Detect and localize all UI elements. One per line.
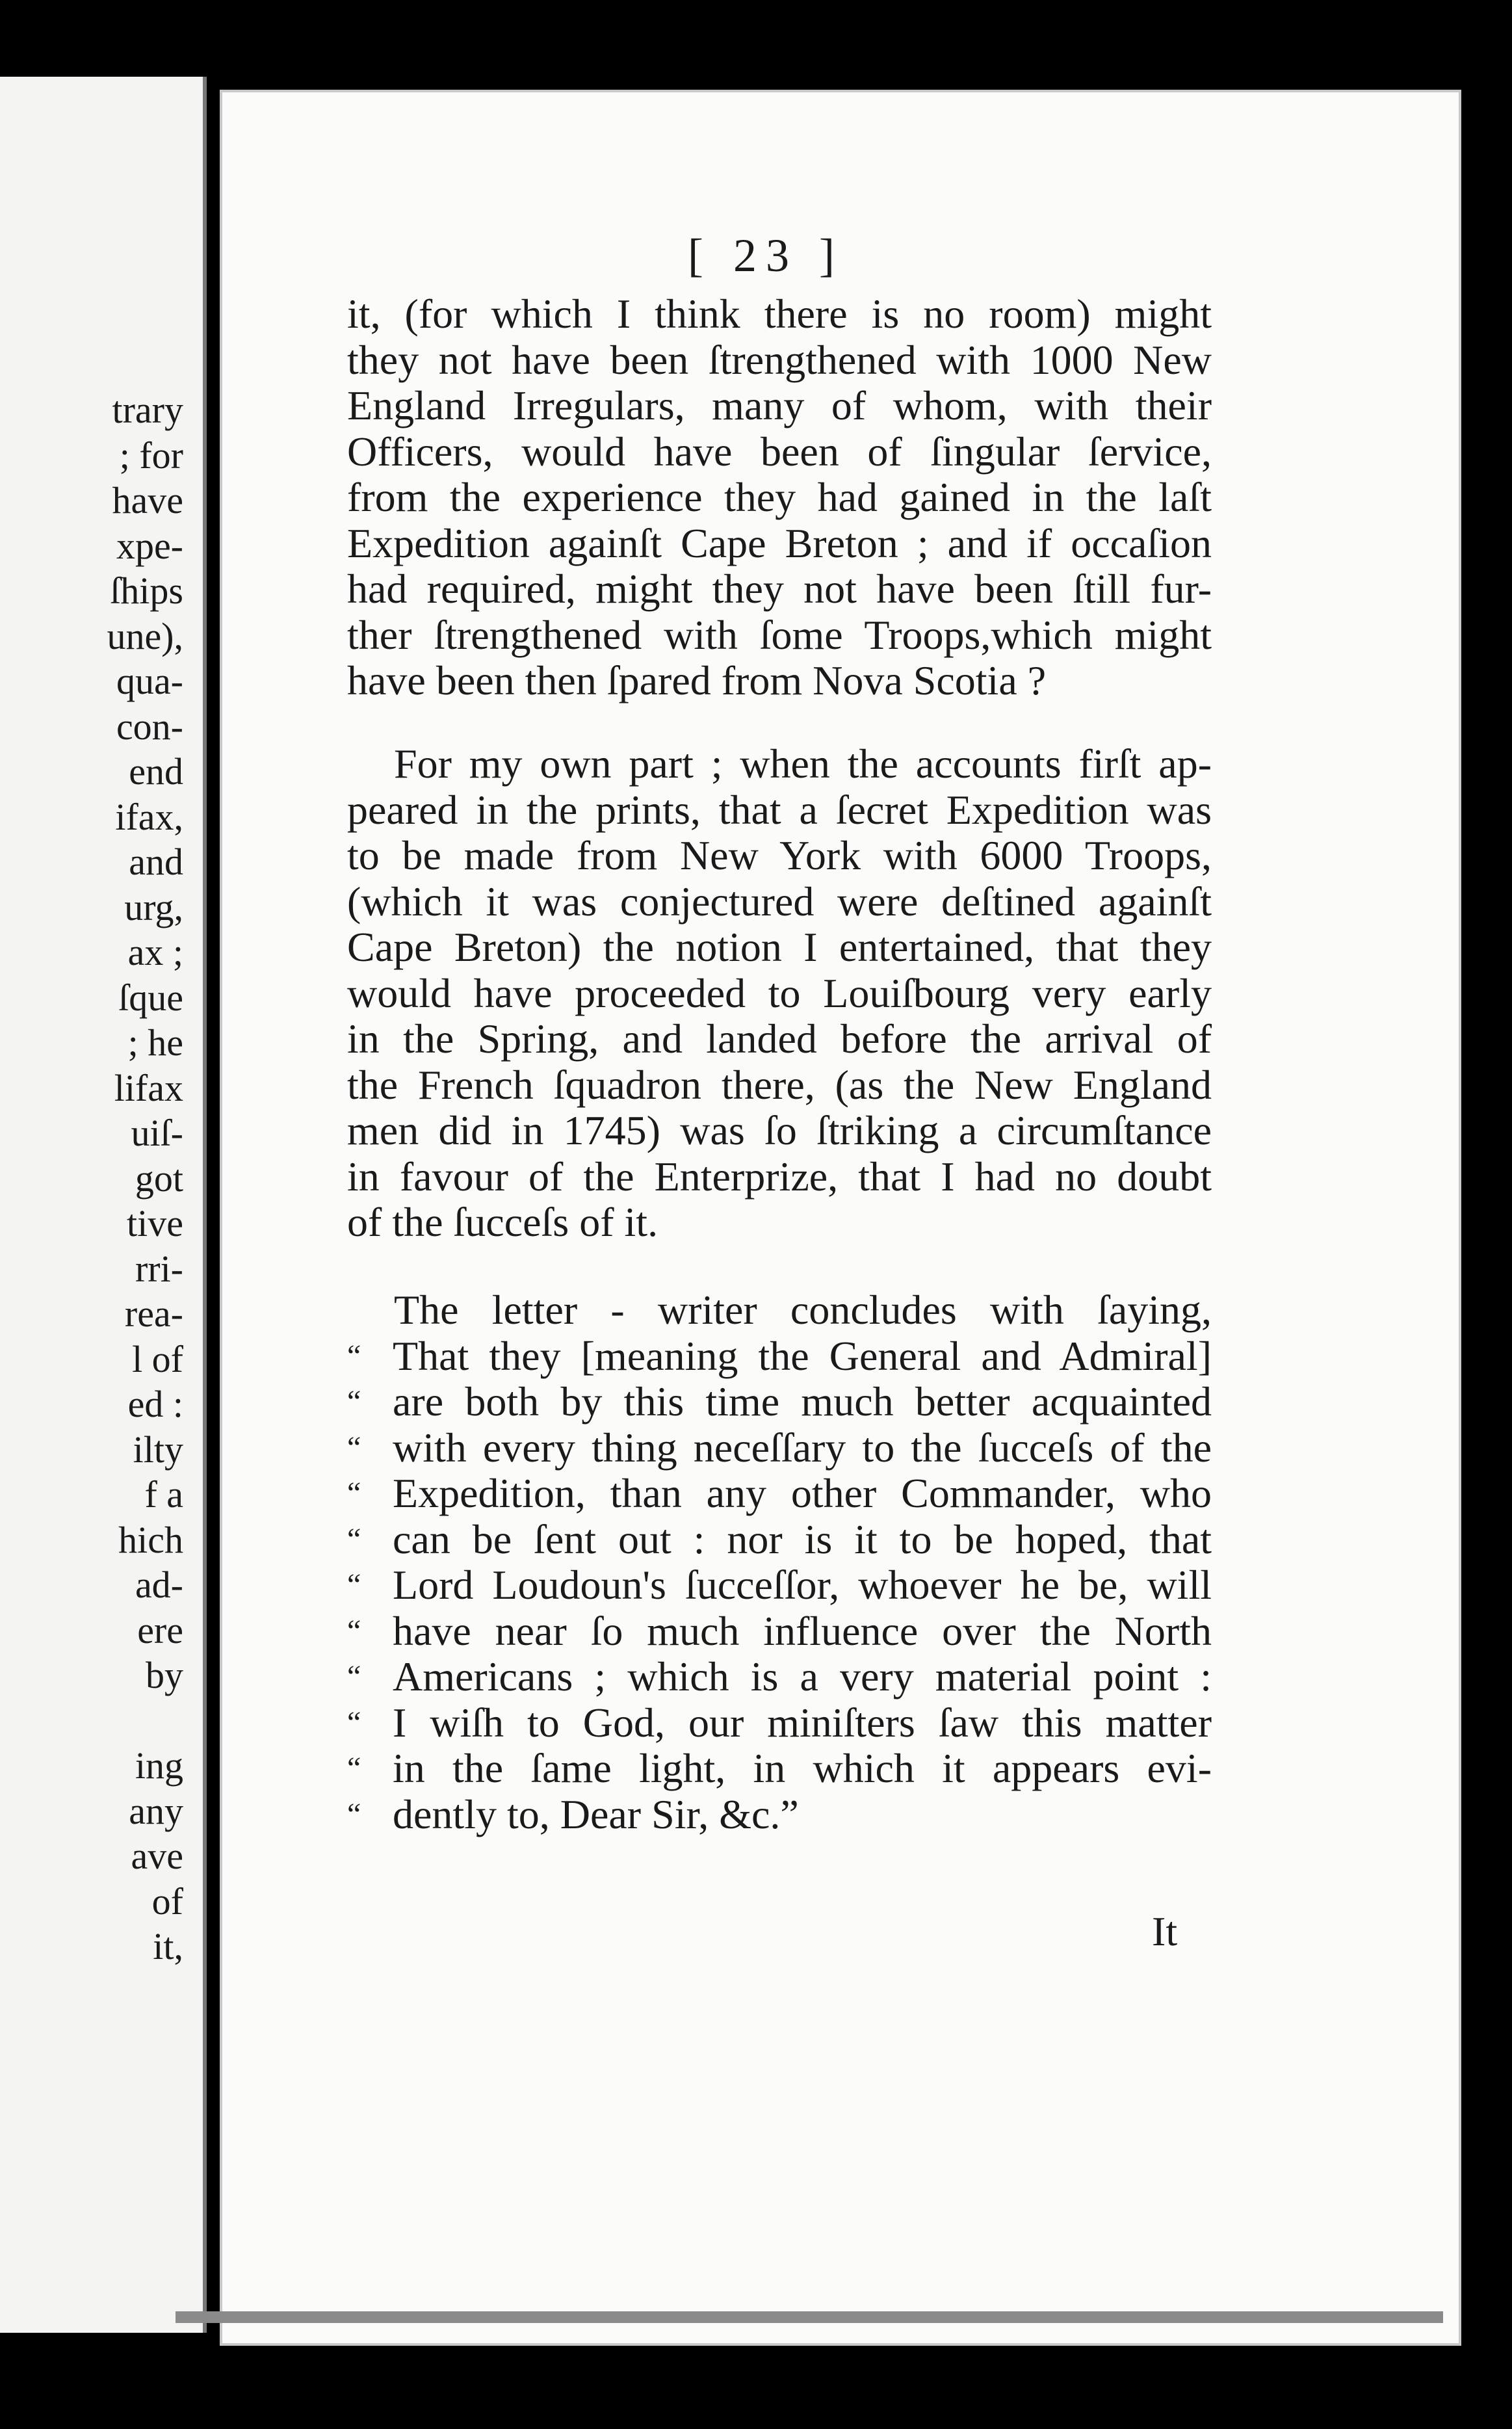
quote-mark: “: [347, 1751, 361, 1785]
left-page-line: rea-: [124, 1293, 183, 1335]
left-page-line: rri-: [135, 1247, 183, 1290]
left-page-line: ; he: [127, 1021, 183, 1064]
left-page-line: ſhips: [110, 570, 183, 612]
quoted-line: [347, 1333, 1212, 1380]
quoted-line: [347, 1746, 1212, 1792]
left-page-line: ilty: [133, 1428, 183, 1471]
paragraph1-line: it, (for which I think there is no room) might: [347, 291, 1212, 337]
left-page-line: ifax,: [115, 795, 183, 838]
paragraph1-line: from the experience they had gained in the laſt: [347, 474, 1212, 520]
left-page-line: any: [129, 1789, 183, 1832]
left-page-line: got: [135, 1157, 183, 1200]
left-page-line: ing: [135, 1744, 183, 1787]
page-number: [ 23 ]: [688, 230, 844, 282]
quoted-text: Lord Loudoun's ſucceſſor, whoever he be, will: [393, 1562, 1212, 1608]
left-page-line: it,: [153, 1925, 183, 1967]
paragraph1-line: Officers, would have been of ſingular ſervice,: [347, 428, 1212, 475]
paragraph2-line: in favour of the Enterprize, that I had no doubt: [347, 1153, 1212, 1200]
quote-mark: “: [347, 1568, 361, 1602]
quote-mark: “: [347, 1338, 361, 1373]
paragraph2-line: (which it was conjectured were deſtined againſt: [347, 878, 1212, 925]
quoted-text: That they [meaning the General and Admiral]: [393, 1332, 1212, 1379]
left-page-line: lifax: [114, 1066, 183, 1109]
quote-mark: “: [347, 1521, 361, 1556]
paragraph2-line: men did in 1745) was ſo ſtriking a circumſtance: [347, 1107, 1212, 1153]
quote-mark: “: [347, 1705, 361, 1740]
left-page-line: xpe-: [116, 524, 183, 567]
left-page-line: ſque: [118, 976, 183, 1019]
catchword: It: [1152, 1908, 1178, 1954]
paragraph2-line: For my own part ; when the accounts firſt ap-: [394, 741, 1212, 787]
quoted-text: can be ſent out : nor is it to be hoped, that: [393, 1516, 1212, 1562]
left-page-line: trary: [112, 389, 183, 431]
left-page-line: have: [112, 479, 183, 521]
paragraph2-line: would have proceeded to Louiſbourg very early: [347, 969, 1212, 1016]
quote-mark: “: [347, 1613, 361, 1648]
left-page-line: ave: [131, 1835, 183, 1877]
quote-mark: “: [347, 1430, 361, 1465]
left-page-line: ed :: [127, 1383, 183, 1425]
quoted-line: [347, 1700, 1212, 1746]
paragraph1-line: they not have been ſtrengthened with 1000 New: [347, 336, 1212, 383]
quoted-line: [347, 1471, 1212, 1517]
left-page-line: of: [151, 1880, 183, 1923]
quoted-line: [347, 1425, 1212, 1471]
paragraph1-line: England Irregulars, many of whom, with their: [347, 382, 1212, 428]
paragraph1-line: ther ſtrengthened with ſome Troops,which might: [347, 611, 1212, 658]
page-bottom-edge: [176, 2311, 1443, 2323]
left-page-line: qua-: [116, 660, 183, 702]
left-page-line: end: [129, 750, 183, 793]
quoted-line: [347, 1792, 1212, 1838]
left-page-line: uiſ-: [131, 1112, 183, 1154]
left-page-line: ere: [137, 1608, 183, 1651]
left-page-line: l of: [132, 1337, 183, 1380]
quoted-text: I wiſh to God, our miniſters ſaw this matter: [393, 1699, 1212, 1746]
quote-mark: “: [347, 1384, 361, 1419]
quoted-line: [347, 1608, 1212, 1655]
paragraph1-line: have been then ſpared from Nova Scotia ?: [347, 657, 1047, 703]
left-page-line: tive: [127, 1202, 183, 1244]
quote-mark: “: [347, 1796, 361, 1832]
left-page-line: ad-: [135, 1564, 183, 1606]
paragraph2-line: the French ſquadron there, (as the New England: [347, 1061, 1212, 1108]
paragraph-3-first-line: The letter - writer concludes with ſaying,: [394, 1287, 1212, 1333]
quoted-text: Expedition, than any other Commander, who: [393, 1470, 1212, 1516]
quoted-line: [347, 1562, 1212, 1608]
quoted-text: are both by this time much better acquainted: [393, 1378, 1212, 1425]
quoted-text: with every thing neceſſary to the ſucceſs of the: [393, 1424, 1212, 1471]
left-page-line: ax ;: [127, 931, 183, 973]
paragraph2-line: peared in the prints, that a ſecret Expedition was: [347, 786, 1212, 833]
previous-page-fragment: [0, 77, 207, 2333]
paragraph1-line: had required, might they not have been ſtill fur-: [347, 566, 1212, 612]
paragraph2-line: to be made from New York with 6000 Troops,: [347, 832, 1212, 878]
quoted-line: [347, 1654, 1212, 1700]
paragraph2-line: Cape Breton) the notion I entertained, that they: [347, 924, 1212, 970]
paragraph2-line: in the Spring, and landed before the arrival of: [347, 1016, 1212, 1062]
quoted-text: dently to, Dear Sir, &c.”: [393, 1791, 799, 1837]
left-page-line: hich: [118, 1518, 183, 1561]
left-page-line: ; for: [119, 434, 183, 477]
paragraph-2: [347, 741, 1212, 1246]
quoted-line: [347, 1517, 1212, 1563]
left-page-line: by: [146, 1654, 183, 1696]
quote-mark: “: [347, 1659, 361, 1694]
left-page-line: and: [129, 841, 183, 883]
left-page-line: con-: [116, 705, 183, 748]
left-page-line: une),: [107, 614, 183, 657]
paragraph-1: [347, 291, 1212, 704]
paragraph1-line: Expedition againſt Cape Breton ; and if occaſion: [347, 519, 1212, 566]
quoted-line: [347, 1379, 1212, 1425]
quoted-text: Americans ; which is a very material point :: [393, 1653, 1212, 1700]
paragraph2-line: of the ſucceſs of it.: [347, 1199, 658, 1245]
quoted-text: in the ſame light, in which it appears evi-: [393, 1745, 1212, 1791]
left-page-line: f a: [144, 1473, 183, 1516]
quote-mark: “: [347, 1476, 361, 1510]
paragraph-3: [347, 1287, 1212, 1837]
left-page-line: urg,: [124, 886, 183, 928]
quoted-text: have near ſo much influence over the North: [393, 1607, 1212, 1654]
